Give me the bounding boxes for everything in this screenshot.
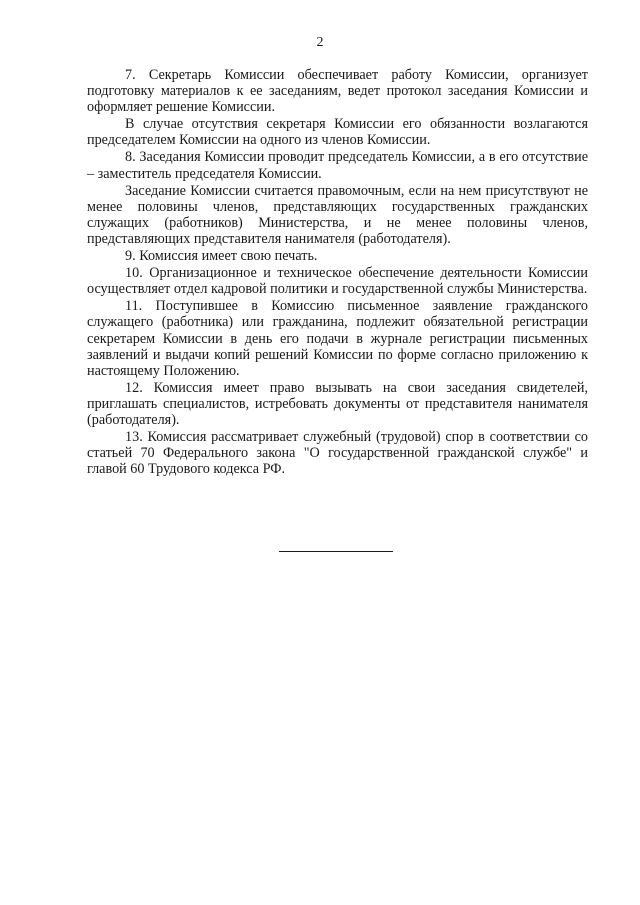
paragraph-13: 13. Комиссия рассматривает служебный (трудовой) спор в соответствии со статьей 70 Федерального закона "О государственной гражданской службе" и главой 60 Трудового кодекса РФ.: [87, 429, 588, 478]
paragraph-8: 8. Заседания Комиссии проводит председатель Комиссии, а в его отсутствие – заместитель председателя Комиссии.: [87, 149, 588, 182]
paragraph-7: 7. Секретарь Комиссии обеспечивает работу Комиссии, организует подготовку материалов к ее заседаниям, ведет протокол заседания Комиссии и оформляет решение Комиссии.: [87, 67, 588, 116]
end-separator-line: [279, 551, 393, 552]
paragraph-11: 11. Поступившее в Комиссию письменное заявление гражданского служащего (работника) или гражданина, подлежит обязательной регистрации секретарем Комиссии в день его подачи в журнале регистрации письменных заявлений и выдачи копий решений Комиссии по форме согласно приложению к настоящему Положению.: [87, 298, 588, 379]
paragraph-7-secretary-absence: В случае отсутствия секретаря Комиссии его обязанности возлагаются председателем Комиссии на одного из членов Комиссии.: [87, 116, 588, 149]
paragraph-9: 9. Комиссия имеет свою печать.: [125, 248, 318, 265]
paragraph-12: 12. Комиссия имеет право вызывать на свои заседания свидетелей, приглашать специалистов, истребовать документы от представителя нанимателя (работодателя).: [87, 379, 588, 428]
paragraph-10: 10. Организационное и техническое обеспечение деятельности Комиссии осуществляет отдел кадровой политики и государственной службы Министерства.: [87, 265, 588, 298]
page-number: 2: [316, 35, 324, 50]
paragraph-8-quorum: Заседание Комиссии считается правомочным, если на нем присутствуют не менее половины членов, представляющих государственных гражданских служащих (работников) Министерства, и не менее половины членов, представляющих представителя нанимателя (работодателя).: [87, 182, 588, 247]
document-body: [87, 67, 588, 478]
